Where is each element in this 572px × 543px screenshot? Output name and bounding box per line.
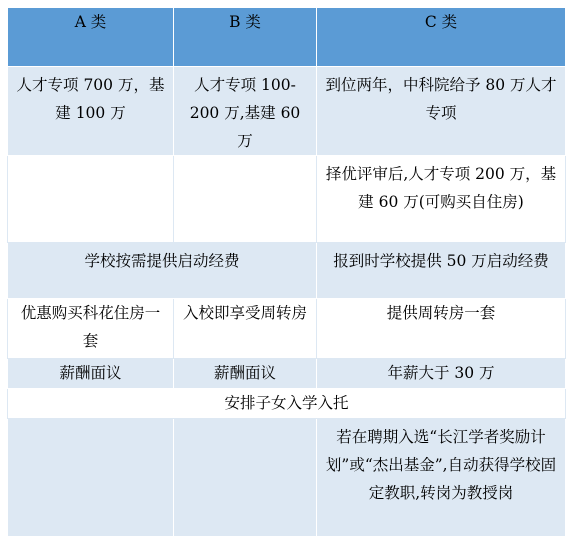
- benefits-table: [7, 7, 566, 537]
- cell-b-empty-2: [174, 419, 317, 537]
- table-row: [8, 419, 566, 537]
- cell-a-housing: 优惠购买科花住房一套: [8, 299, 174, 359]
- table-row: [8, 389, 566, 419]
- cell-c-salary: 年薪大于 30 万: [317, 359, 566, 389]
- cell-b-salary: 薪酬面议: [174, 359, 317, 389]
- cell-c-review: 择优评审后,人才专项 200 万，基建 60 万(可购买自住房): [317, 156, 566, 243]
- cell-b-empty: [174, 156, 317, 243]
- cell-b-funding: 人才专项 100-200 万,基建 60 万: [174, 67, 317, 156]
- cell-a-empty: [8, 156, 174, 243]
- cell-c-housing: 提供周转房一套: [317, 299, 566, 359]
- header-row: [8, 8, 566, 67]
- table-row: [8, 156, 566, 243]
- header-c: C 类: [317, 8, 566, 67]
- cell-children-school: 安排子女入学入托: [8, 389, 566, 419]
- table-row: [8, 67, 566, 156]
- cell-ab-startup: 学校按需提供启动经费: [8, 243, 317, 299]
- cell-c-tenure: 若在聘期入选“长江学者奖励计划”或“杰出基金”,自动获得学校固定教职,转岗为教授岗: [317, 419, 566, 537]
- cell-c-funding: 到位两年，中科院给予 80 万人才专项: [317, 67, 566, 156]
- header-a: A 类: [8, 8, 174, 67]
- table-row: [8, 359, 566, 389]
- cell-a-salary: 薪酬面议: [8, 359, 174, 389]
- cell-c-startup: 报到时学校提供 50 万启动经费: [317, 243, 566, 299]
- header-b: B 类: [174, 8, 317, 67]
- table-row: [8, 299, 566, 359]
- table-row: [8, 243, 566, 299]
- cell-a-empty-2: [8, 419, 174, 537]
- cell-b-housing: 入校即享受周转房: [174, 299, 317, 359]
- cell-a-funding: 人才专项 700 万，基建 100 万: [8, 67, 174, 156]
